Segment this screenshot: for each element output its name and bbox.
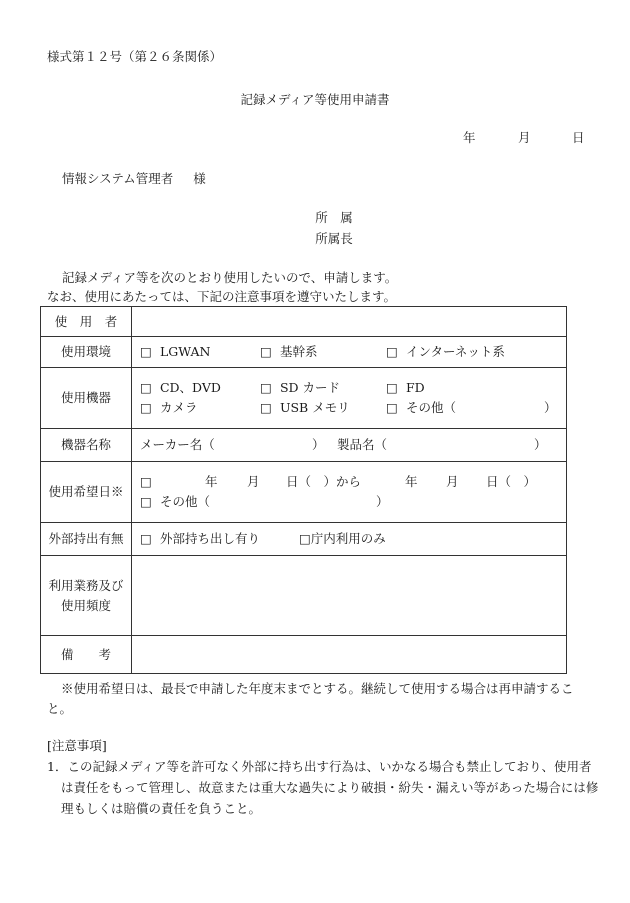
date-month: 月 xyxy=(518,130,531,145)
label-business-1: 利用業務及び xyxy=(48,578,124,594)
label-device-name: 機器名称 xyxy=(41,429,132,462)
form-code: 様式第１２号（第２６条関係） xyxy=(47,49,223,64)
option-external-yes: 外部持ち出し有り xyxy=(159,531,260,546)
option-fd: FD xyxy=(405,380,425,395)
date-year: 年 xyxy=(463,130,476,145)
date-year-1: 年 xyxy=(205,474,218,489)
checkbox-internet[interactable]: □ インターネット系 xyxy=(386,344,505,359)
maker-label: メーカー名（ xyxy=(140,437,215,452)
field-remarks[interactable] xyxy=(132,636,567,674)
label-environment: 使用環境 xyxy=(41,337,132,368)
field-user[interactable] xyxy=(132,307,567,337)
row-environment xyxy=(41,337,567,368)
notes-heading: [注意事項] xyxy=(47,738,107,753)
row-business xyxy=(41,556,567,636)
row-external xyxy=(41,523,567,556)
addressee-name: 情報システム管理者 xyxy=(62,171,174,186)
checkbox-usb[interactable]: □ USB メモリ xyxy=(260,400,350,415)
date-day-2: 日（ ） xyxy=(486,474,537,489)
checkbox-date-range[interactable]: □ xyxy=(140,474,152,489)
option-usb: USB メモリ xyxy=(279,400,350,415)
option-other-device: その他（ xyxy=(405,400,456,415)
note-star: ※使用希望日は、最長で申請した年度末までとする。継続して使用する場合は再申請すること。 xyxy=(47,681,574,716)
option-sd: SD カード xyxy=(279,380,341,395)
checkbox-other-device[interactable]: □ その他（ xyxy=(386,400,456,415)
intro-line-2: なお、使用にあたっては、下記の注意事項を遵守いたします。 xyxy=(47,289,397,304)
document-title: 記録メディア等使用申請書 xyxy=(240,92,390,107)
row-device-name xyxy=(41,429,567,462)
option-camera: カメラ xyxy=(159,400,198,415)
label-external: 外部持出有無 xyxy=(41,523,132,556)
addressee-honorific: 様 xyxy=(193,171,206,186)
product-close: ） xyxy=(534,437,547,452)
checkbox-date-other[interactable]: □ その他（ xyxy=(140,494,210,509)
field-device xyxy=(132,368,567,429)
date-year-2: 年 xyxy=(405,474,418,489)
date-month-1: 月 xyxy=(247,474,260,489)
label-remarks: 備 考 xyxy=(41,636,132,674)
checkbox-fd[interactable]: □ FD xyxy=(386,380,425,395)
date-other-label: その他（ xyxy=(159,494,210,509)
checkbox-internal-only[interactable]: □庁内利用のみ xyxy=(299,531,386,546)
row-user xyxy=(41,307,567,337)
row-device xyxy=(41,368,567,429)
date-day-1: 日（ ）から xyxy=(286,474,362,489)
date-day: 日 xyxy=(572,130,585,145)
application-table xyxy=(40,306,567,674)
checkbox-camera[interactable]: □ カメラ xyxy=(140,400,198,415)
date-month-2: 月 xyxy=(446,474,459,489)
label-business xyxy=(41,556,132,636)
checkbox-kikan[interactable]: □ 基幹系 xyxy=(260,344,318,359)
affiliation-head: 所属長 xyxy=(315,231,353,246)
checkbox-cd-dvd[interactable]: □ CD、DVD xyxy=(140,380,221,395)
option-cd-dvd: CD、DVD xyxy=(159,380,221,395)
row-date xyxy=(41,462,567,523)
checkbox-sd[interactable]: □ SD カード xyxy=(260,380,341,395)
product-label: 製品名（ xyxy=(337,437,388,452)
affiliation-dept: 所 属 xyxy=(315,210,353,225)
label-device: 使用機器 xyxy=(41,368,132,429)
field-environment xyxy=(132,337,567,368)
checkbox-external-yes[interactable]: □ 外部持ち出し有り xyxy=(140,531,260,546)
option-kikan: 基幹系 xyxy=(279,344,318,359)
label-date: 使用希望日※ xyxy=(41,462,132,523)
option-internet: インターネット系 xyxy=(405,344,505,359)
notes-item-1: 1．この記録メディア等を許可なく外部に持ち出す行為は、いかなる場合も禁止しており、使用者は責任をもって管理し、故意または重大な過失により破損・紛失・漏えい等があった場合には修理もしくは賠償の責任を負うこと。 xyxy=(47,759,599,816)
field-business[interactable] xyxy=(132,556,567,636)
label-user: 使 用 者 xyxy=(41,307,132,337)
other-device-close: ） xyxy=(544,400,557,415)
field-device-name xyxy=(132,429,567,462)
field-external xyxy=(132,523,567,556)
row-remarks xyxy=(41,636,567,674)
addressee xyxy=(62,171,206,186)
checkbox-lgwan[interactable]: □ LGWAN xyxy=(140,344,211,359)
label-business-2: 使用頻度 xyxy=(60,597,111,613)
option-lgwan: LGWAN xyxy=(159,344,211,359)
field-date xyxy=(132,462,567,523)
maker-close: ） xyxy=(312,437,325,452)
date-other-close: ） xyxy=(376,494,389,509)
intro-line-1: 記録メディア等を次のとおり使用したいので、申請します。 xyxy=(62,270,398,285)
